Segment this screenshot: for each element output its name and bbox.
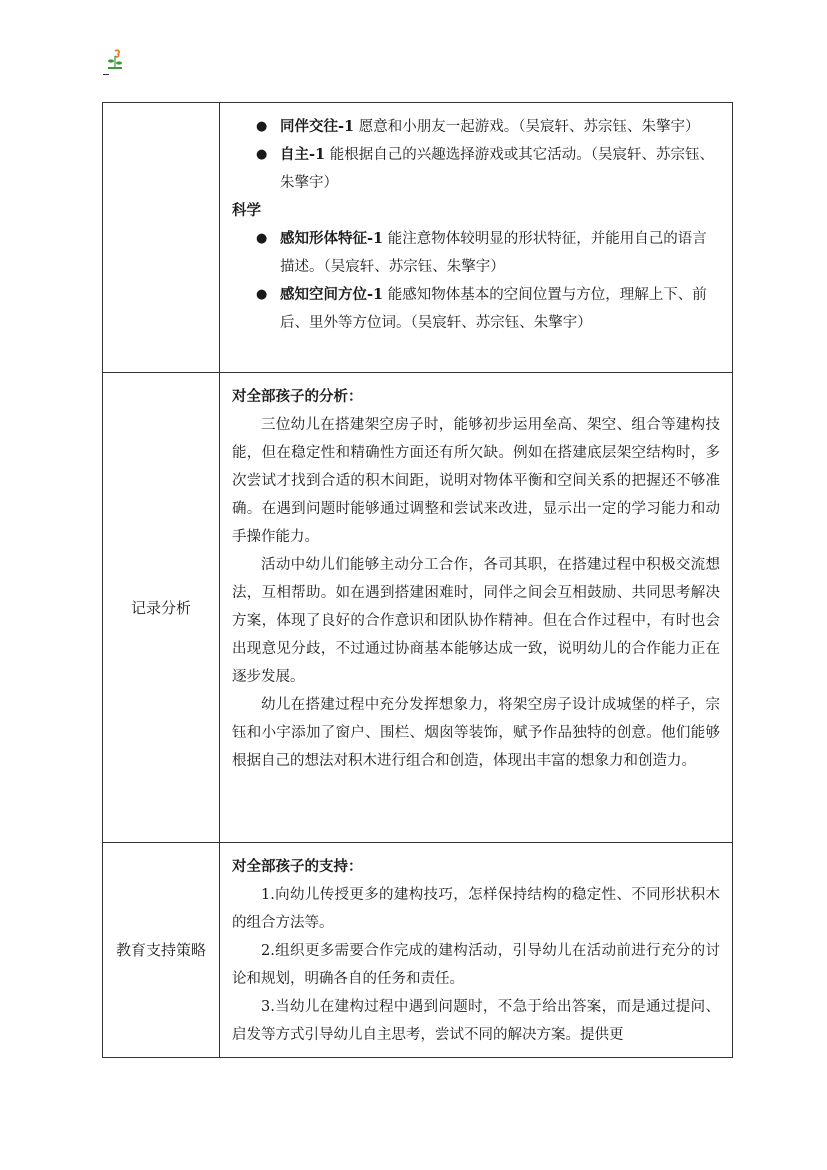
row-content xyxy=(220,843,733,1058)
header-logo xyxy=(103,48,127,76)
strategy-paragraph: 2.组织更多需要合作完成的建构活动，引导幼儿在活动前进行充分的讨论和规划，明确各自的任务和责任。 xyxy=(232,943,720,987)
list-item xyxy=(232,281,720,337)
objective-section xyxy=(232,197,720,337)
bullet-icon: ● xyxy=(256,231,268,246)
table-row xyxy=(103,373,733,843)
analysis-paragraph: 三位幼儿在搭建架空房子时，能够初步运用垒高、架空、组合等建构技能，但在稳定性和精确性方面还有所欠缺。例如在搭建底层架空结构时，多次尝试才找到合适的积木间距，说明对物体平衡和空间关系的把握还不够准确。在遇到问题时能够通过调整和尝试来改进，显示出一定的学习能力和动手操作能力。 xyxy=(232,417,720,545)
list-item xyxy=(232,113,720,141)
objective-title: 感知空间方位-1 xyxy=(280,286,384,303)
analysis-paragraph: 活动中幼儿们能够主动分工合作，各司其职，在搭建过程中积极交流想法，互相帮助。如在遇到搭建困难时，同伴之间会互相鼓励、共同思考解决方案，体现了良好的合作意识和团队协作精神。但在合作过程中，有时也会出现意见分歧，不过通过协商基本能够达成一致，说明幼儿的合作能力正在逐步发展。 xyxy=(232,557,720,685)
objective-title: 同伴交往-1 xyxy=(280,118,355,135)
bullet-icon: ● xyxy=(256,287,268,302)
header-dash xyxy=(103,74,109,75)
record-table xyxy=(102,102,733,1058)
objective-text: 能感知物体基本的空间位置与方位，理解上下、前后、里外等方位词。（吴宸轩、苏宗钰、朱擎宇） xyxy=(280,287,707,331)
strategy-paragraph: 3.当幼儿在建构过程中遇到问题时，不急于给出答案，而是通过提问、启发等方式引导幼儿自主思考，尝试不同的解决方案。提供更 xyxy=(232,999,720,1043)
objective-section xyxy=(232,113,720,197)
row-label xyxy=(103,103,220,373)
list-item xyxy=(232,141,720,197)
table-row xyxy=(103,103,733,373)
bullet-icon: ● xyxy=(256,119,268,134)
objective-title: 感知形体特征-1 xyxy=(280,230,384,247)
strategy-paragraph: 1.向幼儿传授更多的建构技巧，怎样保持结构的稳定性、不同形状积木的组合方法等。 xyxy=(232,887,720,931)
row-label: 教育支持策略 xyxy=(103,843,220,1058)
list-item xyxy=(232,225,720,281)
analysis-paragraph: 幼儿在搭建过程中充分发挥想象力，将架空房子设计成城堡的样子，宗钰和小宇添加了窗户、围栏、烟囱等装饰，赋予作品独特的创意。他们能够根据自己的想法对积木进行组合和创造，体现出丰富的想象力和创造力。 xyxy=(232,697,720,769)
row-label: 记录分析 xyxy=(103,373,220,843)
objective-text: 能根据自己的兴趣选择游戏或其它活动。（吴宸轩、苏宗钰、朱擎宇） xyxy=(280,147,714,191)
section-heading: 科学 xyxy=(232,202,261,219)
objective-title: 自主-1 xyxy=(280,146,326,163)
row-content xyxy=(220,373,733,843)
objective-text: 能注意物体较明显的形状特征，并能用自己的语言描述。（吴宸轩、苏宗钰、朱擎宇） xyxy=(280,231,707,275)
kindergarten-flower-logo-icon xyxy=(103,48,127,72)
section-heading: 对全部孩子的支持： xyxy=(232,858,363,875)
bullet-icon: ● xyxy=(256,147,268,162)
section-heading: 对全部孩子的分析： xyxy=(232,388,363,405)
objective-text: 愿意和小朋友一起游戏。（吴宸轩、苏宗钰、朱擎宇） xyxy=(354,119,700,135)
row-content xyxy=(220,103,733,373)
table-row xyxy=(103,843,733,1058)
